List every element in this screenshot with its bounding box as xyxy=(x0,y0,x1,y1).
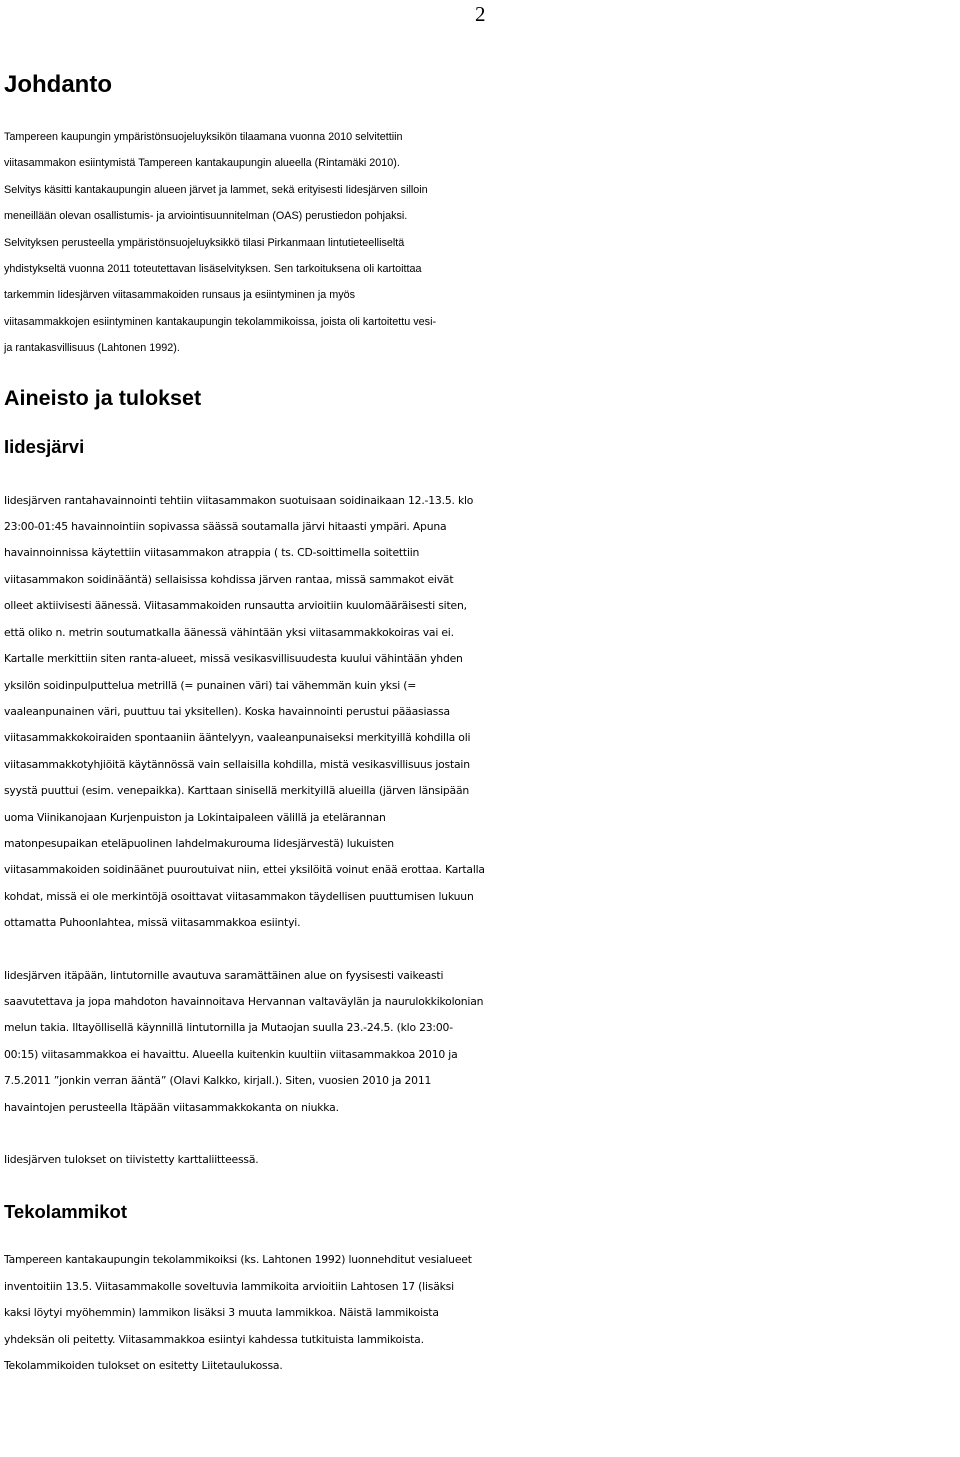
text-line: Tampereen kantakaupungin tekolammikoiksi (ks. Lahtonen 1992) luonnehditut vesialueet xyxy=(4,1253,472,1267)
text-line: ja rantakasvillisuus (Lahtonen 1992). xyxy=(4,342,180,355)
tekolammikot-paragraph xyxy=(4,1247,960,1379)
text-line: kohdat, missä ei ole merkintöjä osoittavat viitasammakon täydellisen puuttumisen lukuun xyxy=(4,889,474,903)
text-line: olleet aktiivisesti äänessä. Viitasammakoiden runsautta arvioitiin kuulomääräisesti siten, xyxy=(4,599,467,613)
text-line: havainnoinnissa käytettiin viitasammakon atrappia ( ts. CD-soittimella soitettiin xyxy=(4,546,420,560)
text-line: Tampereen kaupungin ympäristönsuojeluyksikön tilaamana vuonna 2010 selvitettiin xyxy=(4,131,403,143)
subsection-heading-iidesjarvi: Iidesjärvi xyxy=(4,435,85,457)
text-line: yhdeksän oli peitetty. Viitasammakkoa esiintyi kahdessa tutkituista lammikoista. xyxy=(4,1332,424,1346)
iidesjarvi-paragraph-2 xyxy=(4,963,960,1121)
text-line: syystä puuttui (esim. venepaikka). Karttaan sinisellä merkityillä alueilla (järven länsipään xyxy=(4,784,470,798)
text-line: Selvityksen perusteella ympäristönsuojeluyksikkö tilasi Pirkanmaan lintutieteelliseltä xyxy=(4,236,405,249)
document-body xyxy=(4,70,960,1379)
iidesjarvi-paragraph-1 xyxy=(4,488,960,937)
section-heading-johdanto: Johdanto xyxy=(4,71,112,98)
text-line: ottamatta Puhoonlahtea, missä viitasammakkoa esiintyi. xyxy=(4,916,301,930)
text-line: uoma Viinikanojaan Kurjenpuiston ja Lokintaipaleen välillä ja etelärannan xyxy=(4,810,386,824)
text-line: Selvitys käsitti kantakaupungin alueen järvet ja lammet, sekä erityisesti Iidesjärven silloin xyxy=(4,183,428,196)
text-line: havaintojen perusteella Itäpään viitasammakkokanta on niukka. xyxy=(4,1100,339,1114)
text-line: meneillään olevan osallistumis- ja arviointisuunnitelman (OAS) perustiedon pohjaksi. xyxy=(4,210,408,223)
iidesjarvi-paragraph-3 xyxy=(4,1147,960,1173)
text-line: saavutettava ja jopa mahdoton havainnoitava Hervannan valtaväylän ja naurulokkikolonian xyxy=(4,994,484,1008)
text-line: vaaleanpunainen väri, puuttuu tai yksitellen). Koska havainnointi perustui pääasiassa xyxy=(4,704,450,718)
subsection-heading-tekolammikot: Tekolammikot xyxy=(4,1201,128,1223)
text-line: 23:00-01:45 havainnointiin sopivassa säässä soutamalla järvi hitaasti ympäri. Apuna xyxy=(4,520,447,534)
text-line: yhdistykseltä vuonna 2011 toteutettavan lisäselvityksen. Sen tarkoituksena oli kartoittaa xyxy=(4,263,422,276)
text-line: kaksi löytyi myöhemmin) lammikon lisäksi 3 muuta lammikkoa. Näistä lammikoista xyxy=(4,1306,439,1320)
text-line: inventoitiin 13.5. Viitasammakolle soveltuvia lammikoita arvioitiin Lahtosen 17 (lisäksi xyxy=(4,1279,454,1293)
text-line: Kartalle merkittiin siten ranta-alueet, missä vesikasvillisuudesta kuului vähintään yhden xyxy=(4,652,463,666)
text-line: viitasammakkotyhjiöitä käytännössä vain sellaisilla kohdilla, mistä vesikasvillisuus jostain xyxy=(4,757,470,771)
text-line: Tekolammikoiden tulokset on esitetty Liitetaulukossa. xyxy=(4,1359,283,1373)
text-line: Iidesjärven rantahavainnointi tehtiin viitasammakon suotuisaan soidinaikaan 12.-13.5. klo xyxy=(4,493,474,507)
page-number: 2 xyxy=(475,2,486,26)
text-line: Iidesjärven tulokset on tiivistetty karttaliitteessä. xyxy=(4,1153,259,1166)
text-line: Iidesjärven itäpään, lintutornille avautuva saramättäinen alue on fyysisesti vaikeasti xyxy=(4,968,444,982)
text-line: 00:15) viitasammakkoa ei havaittu. Alueella kuitenkin kuultiin viitasammakkoa 2010 ja xyxy=(4,1047,458,1061)
text-line: 7.5.2011 ”jonkin verran ääntä” (Olavi Kalkko, kirjall.). Siten, vuosien 2010 ja 2011 xyxy=(4,1074,432,1088)
text-line: tarkemmin Iidesjärven viitasammakoiden runsaus ja esiintyminen ja myös xyxy=(4,289,356,302)
text-line: viitasammakon esiintymistä Tampereen kantakaupungin alueella (Rintamäki 2010). xyxy=(4,157,400,170)
text-line: viitasammakkojen esiintyminen kantakaupungin tekolammikoissa, joista oli kartoitettu vesi- xyxy=(4,315,437,328)
text-line: että oliko n. metrin soutumatkalla äänessä vähintään yksi viitasammakkokoiras vai ei. xyxy=(4,625,454,639)
intro-paragraph xyxy=(4,124,960,362)
text-line: viitasammakkokoiraiden spontaaniin ääntelyyn, vaaleanpunaiseksi merkityillä kohdilla oli xyxy=(4,731,471,745)
text-line: matonpesupaikan eteläpuolinen lahdelmakurouma Iidesjärvestä) lukuisten xyxy=(4,836,394,850)
text-line: viitasammakon soidinääntä) sellaisissa kohdissa järven rantaa, missä sammakot eivät xyxy=(4,572,454,586)
text-line: melun takia. Iltayöllisellä käynnillä lintutornilla ja Mutaojan suulla 23.-24.5. (klo 23:00- xyxy=(4,1021,453,1035)
text-line: viitasammakoiden soidinäänet puuroutuivat niin, ettei yksilöitä voinut enää erottaa. Kartalla xyxy=(4,863,485,877)
section-heading-aineisto-ja-tulokset: Aineisto ja tulokset xyxy=(4,385,202,410)
text-line: yksilön soidinpulputtelua metrillä (= punainen väri) tai vähemmän kuin yksi (= xyxy=(4,678,417,692)
